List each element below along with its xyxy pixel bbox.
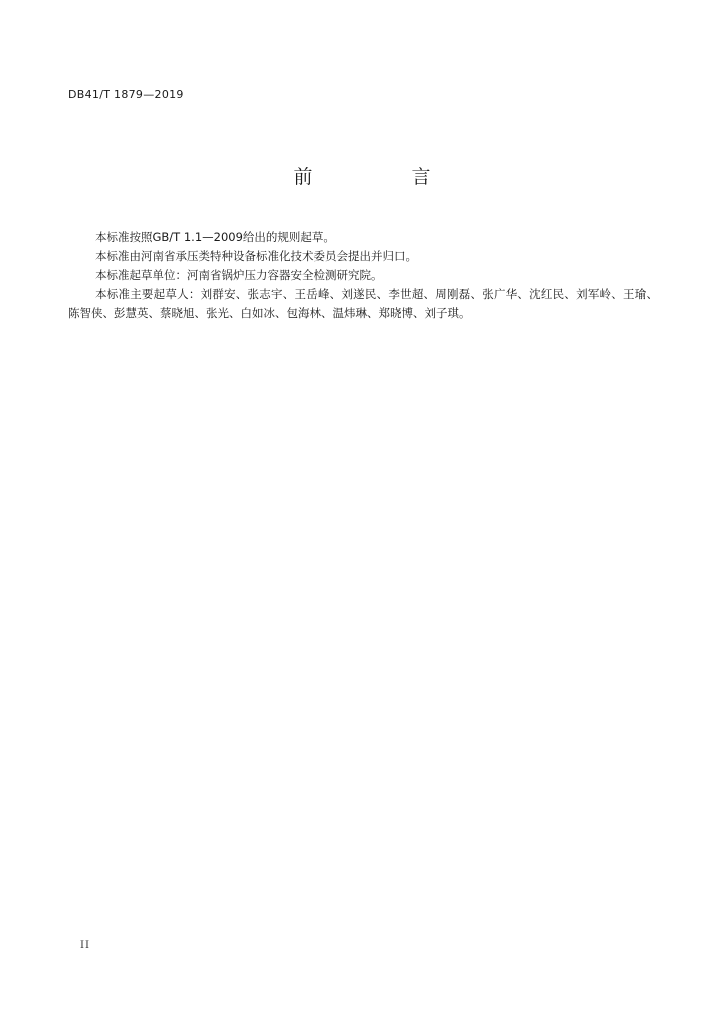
paragraph-drafters: 本标准主要起草人：刘群安、张志宇、王岳峰、刘遂民、李世超、周刚磊、张广华、沈红民、刘军岭、王瑜、陈智侠、彭慧英、蔡晓旭、张光、白如冰、包海林、温炜琳、郑晓博、刘子琪。: [68, 287, 658, 320]
page-title: 前 言: [293, 166, 471, 188]
paragraph-proposer: 本标准由河南省承压类特种设备标准化技术委员会提出并归口。: [95, 249, 417, 263]
paragraph-drafting-rules: 本标准按照GB/T 1.1—2009给出的规则起草。: [95, 230, 335, 244]
page-number: II: [80, 940, 90, 951]
paragraph-drafting-unit: 本标准起草单位：河南省锅炉压力容器安全检测研究院。: [95, 268, 383, 282]
foreword-body: [68, 228, 658, 323]
standard-code: DB41/T 1879—2019: [68, 88, 184, 101]
